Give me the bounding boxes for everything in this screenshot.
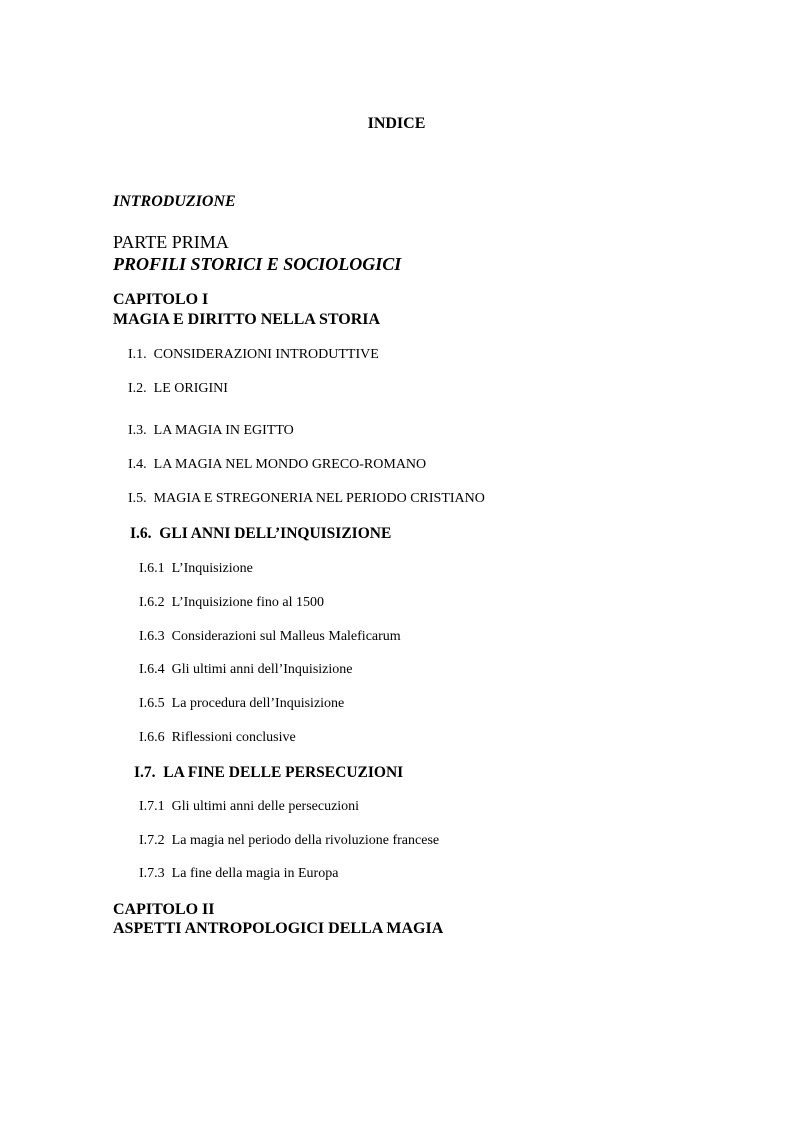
toc-entry [128, 424, 294, 438]
part-label: PARTE PRIMA [113, 232, 229, 252]
subsection-number: I.6.4 [139, 662, 165, 677]
section-number: I.2. [128, 381, 147, 396]
toc-entry [128, 348, 379, 362]
section-title: LE ORIGINI [153, 381, 228, 396]
section-number: I.5. [128, 491, 147, 506]
section-title: LA MAGIA NEL MONDO GRECO-ROMANO [153, 457, 427, 472]
toc-subentry [139, 630, 401, 644]
section-title: CONSIDERAZIONI INTRODUTTIVE [153, 347, 379, 362]
toc-entry-bold [130, 526, 391, 542]
subsection-title: Gli ultimi anni dell’Inquisizione [171, 662, 353, 677]
subsection-number: I.7.1 [139, 799, 165, 814]
toc-subentry [139, 800, 359, 814]
subsection-number: I.6.6 [139, 730, 165, 745]
subsection-title: L’Inquisizione fino al 1500 [171, 595, 324, 610]
toc-subentry [139, 834, 439, 848]
toc-entry [128, 382, 228, 396]
toc-subentry [139, 596, 324, 610]
subsection-number: I.6.3 [139, 629, 165, 644]
subsection-title: Considerazioni sul Malleus Maleficarum [171, 629, 401, 644]
section-title: LA FINE DELLE PERSECUZIONI [163, 764, 404, 781]
chapter-2-title: ASPETTI ANTROPOLOGICI DELLA MAGIA [113, 920, 444, 937]
introduction-heading: INTRODUZIONE [113, 193, 236, 210]
subsection-title: L’Inquisizione [171, 561, 253, 576]
section-title: MAGIA E STREGONERIA NEL PERIODO CRISTIANO [153, 491, 485, 506]
section-number: I.1. [128, 347, 147, 362]
subsection-number: I.6.1 [139, 561, 165, 576]
section-number: I.6. [130, 525, 152, 542]
section-title: GLI ANNI DELL’INQUISIZIONE [159, 525, 392, 542]
section-number: I.4. [128, 457, 147, 472]
subsection-number: I.7.2 [139, 833, 165, 848]
toc-subentry [139, 697, 344, 711]
section-number: I.3. [128, 423, 147, 438]
toc-subentry [139, 867, 338, 881]
subsection-number: I.6.5 [139, 696, 165, 711]
subsection-title: La procedura dell’Inquisizione [171, 696, 345, 711]
section-number: I.7. [134, 764, 156, 781]
section-title: LA MAGIA IN EGITTO [153, 423, 294, 438]
subsection-title: Gli ultimi anni delle persecuzioni [171, 799, 360, 814]
chapter-1-label: CAPITOLO I [113, 291, 209, 308]
chapter-1-title: MAGIA E DIRITTO NELLA STORIA [113, 311, 381, 328]
page-title: INDICE [367, 115, 426, 132]
toc-entry-bold [134, 765, 403, 781]
subsection-number: I.6.2 [139, 595, 165, 610]
subsection-title: La fine della magia in Europa [171, 866, 339, 881]
subsection-number: I.7.3 [139, 866, 165, 881]
toc-subentry [139, 663, 352, 677]
toc-subentry [139, 731, 296, 745]
subsection-title: Riflessioni conclusive [171, 730, 296, 745]
part-subtitle: PROFILI STORICI E SOCIOLOGICI [113, 254, 402, 274]
toc-subentry [139, 562, 253, 576]
subsection-title: La magia nel periodo della rivoluzione francese [171, 833, 440, 848]
toc-entry [128, 492, 485, 506]
toc-entry [128, 458, 426, 472]
chapter-2-label: CAPITOLO II [113, 901, 215, 918]
